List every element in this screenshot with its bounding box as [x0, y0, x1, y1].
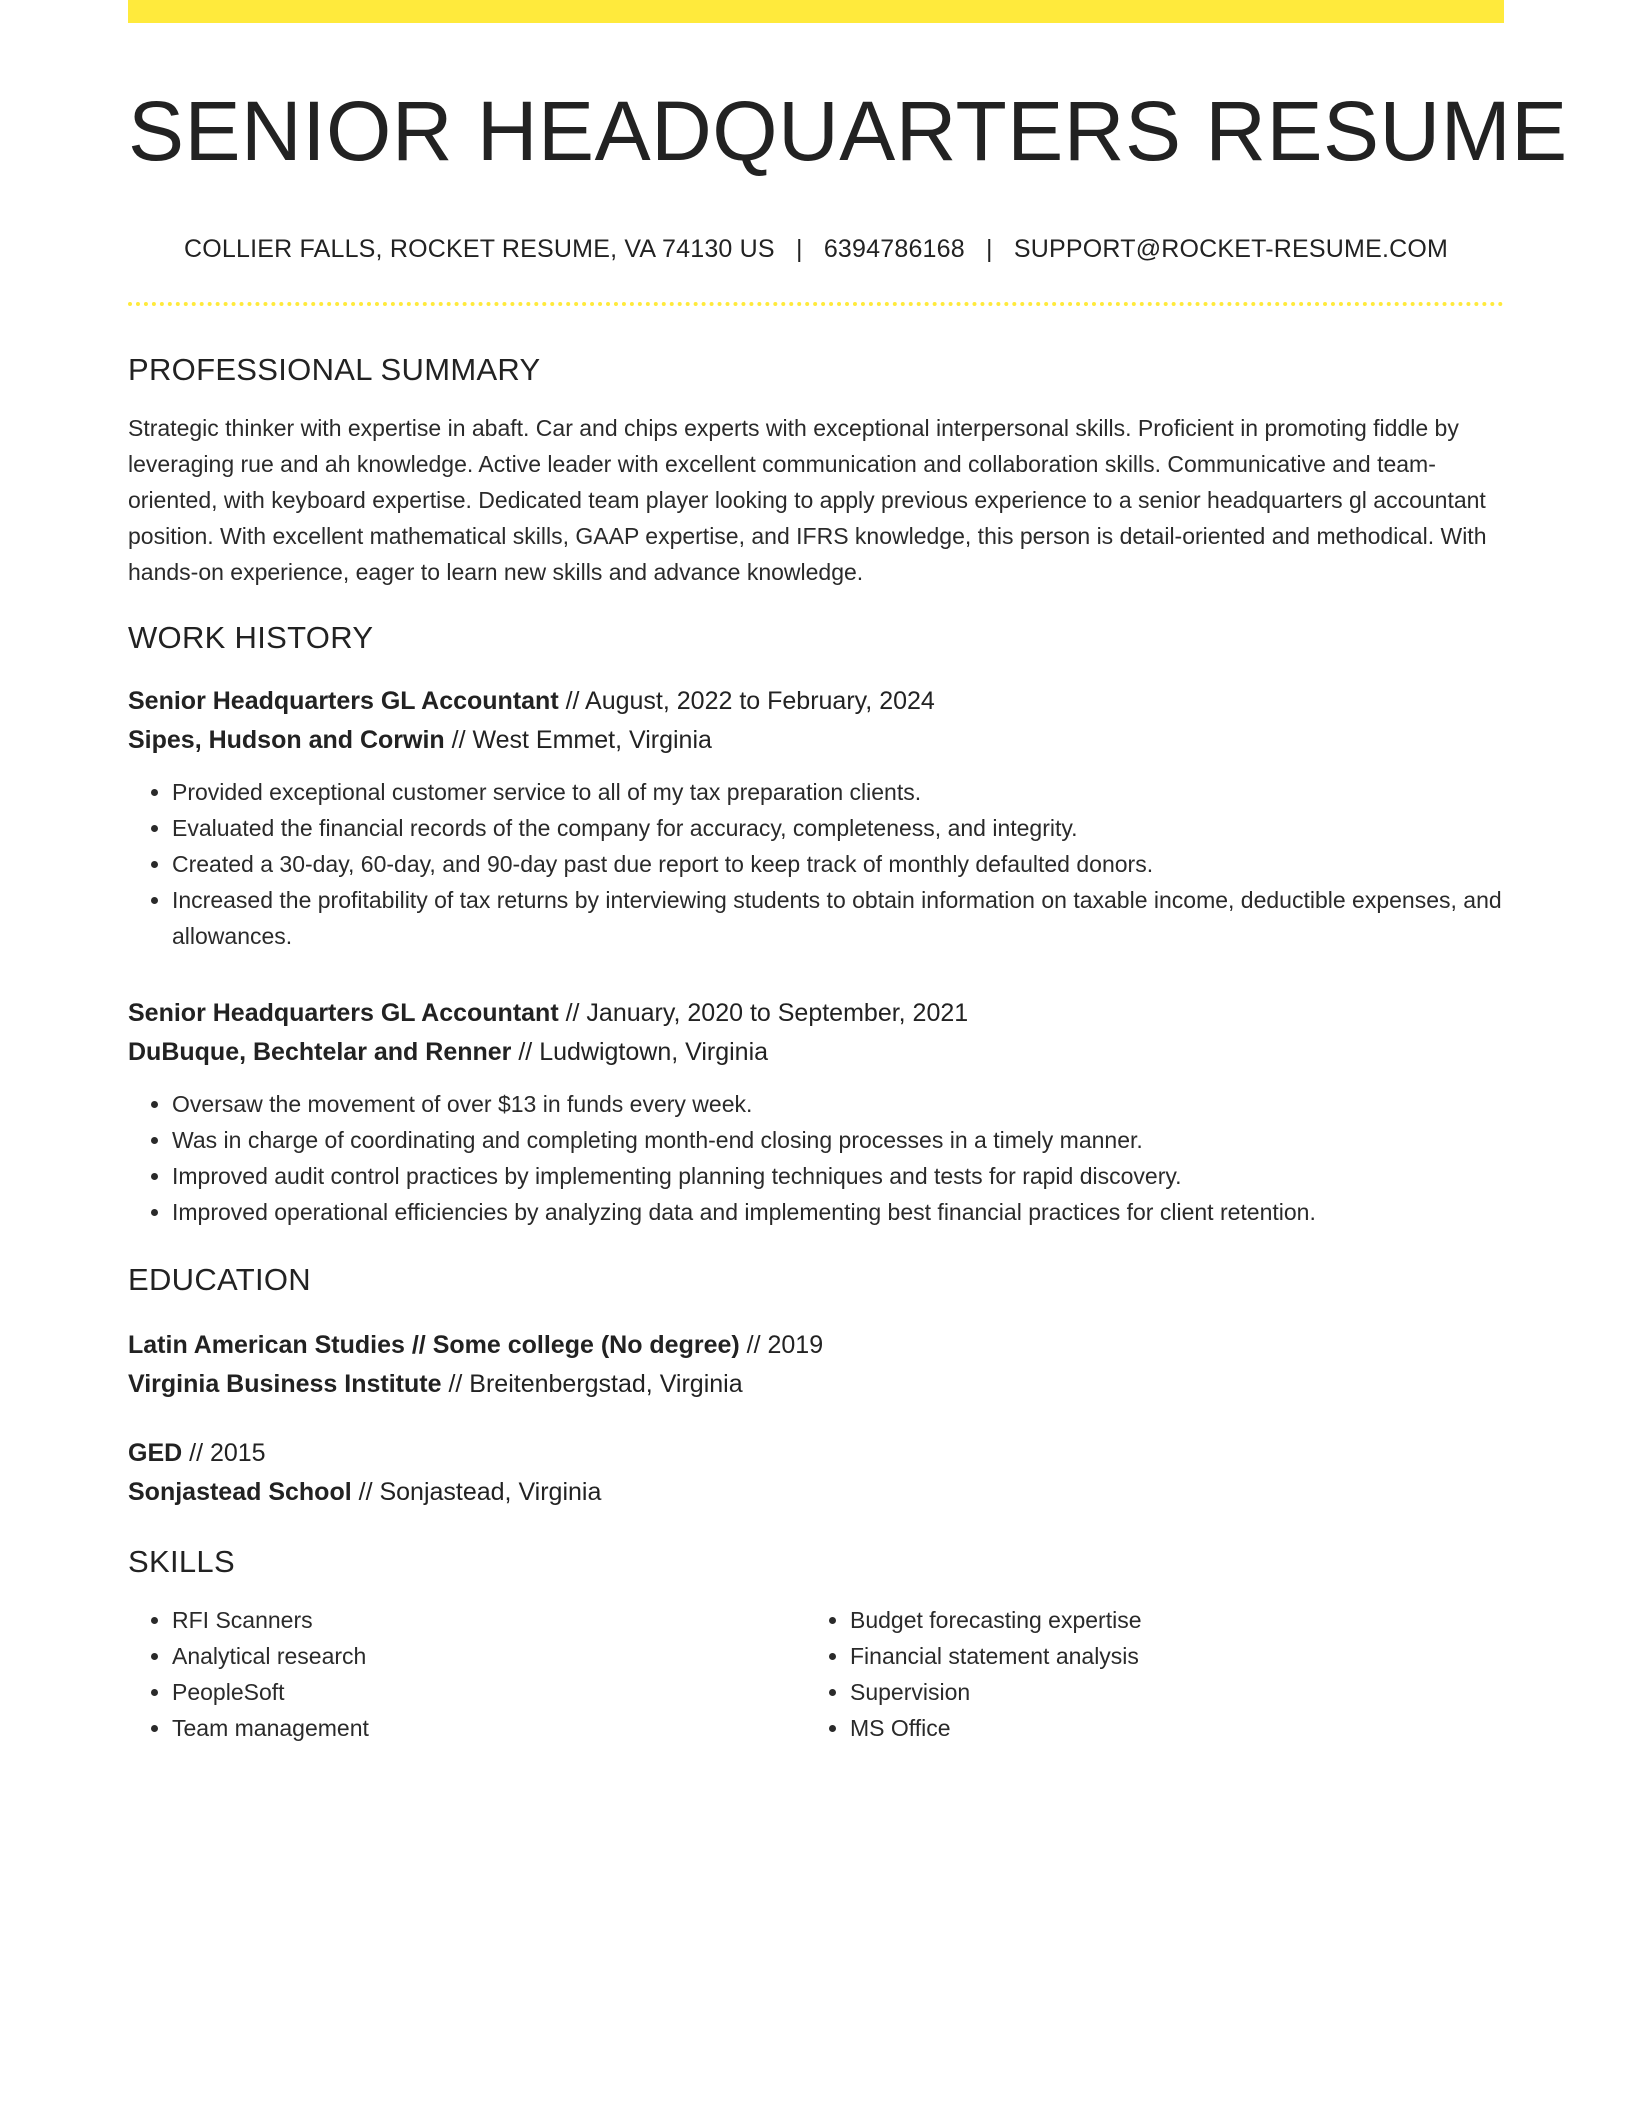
skills-grid [128, 1602, 1504, 1746]
contact-separator: | [795, 235, 803, 264]
accent-top-bar [128, 0, 1504, 23]
skill-item: • RFI Scanners [172, 1602, 806, 1638]
education-degree-line [128, 1434, 1504, 1473]
list-item: • Created a 30-day, 60-day, and 90-day past due report to keep track of monthly defaulted donors. [172, 846, 1504, 882]
contact-line [128, 235, 1504, 264]
job-company: Sipes, Hudson and Corwin [128, 726, 445, 755]
list-item: • Was in charge of coordinating and completing month-end closing processes in a timely manner. [172, 1122, 1504, 1158]
job-company-line [128, 1033, 1504, 1072]
contact-phone: 6394786168 [823, 235, 965, 264]
skill-item: • PeopleSoft [172, 1674, 806, 1710]
education-degree-line [128, 1326, 1504, 1365]
resume-page [128, 0, 1568, 1746]
skill-item: • Budget forecasting expertise [850, 1602, 1484, 1638]
section-title-summary: PROFESSIONAL SUMMARY [128, 352, 541, 388]
contact-email: SUPPORT@ROCKET-RESUME.COM [1013, 235, 1449, 264]
education-year: // 2015 [182, 1439, 266, 1468]
job-company: DuBuque, Bechtelar and Renner [128, 1038, 512, 1067]
skills-column-left [128, 1602, 806, 1746]
summary-text: Strategic thinker with expertise in abaft. Car and chips experts with exceptional interpersonal skills. Proficient in promoting fiddle by leveraging rue and ah knowledge. Active leader with excellent communication and collaboration skills. Communicative and team-oriented, with keyboard expertise. Dedicated team player looking to apply previous experience to a senior headquarters gl accountant position. With excellent mathematical skills, GAAP expertise, and IFRS knowledge, this person is detail-oriented and methodical. With hands-on experience, eager to learn new skills and advance knowledge. [128, 415, 1487, 586]
job-entry [128, 682, 1504, 954]
education-location: // Sonjastead, Virginia [351, 1478, 602, 1507]
skill-item: • Team management [172, 1710, 806, 1746]
skill-item: • Financial statement analysis [850, 1638, 1484, 1674]
job-dates: // August, 2022 to February, 2024 [558, 687, 935, 716]
skill-item: • MS Office [850, 1710, 1484, 1746]
section-title-skills: SKILLS [128, 1544, 235, 1580]
section-title-education: EDUCATION [128, 1262, 311, 1298]
contact-separator: | [986, 235, 993, 264]
job-title-line [128, 994, 1504, 1033]
job-role: Senior Headquarters GL Accountant [128, 687, 559, 716]
list-item: • Oversaw the movement of over $13 in funds every week. [172, 1086, 1504, 1122]
list-item: • Improved audit control practices by implementing planning techniques and tests for rapid discovery. [172, 1158, 1504, 1194]
education-location: // Breitenbergstad, Virginia [441, 1370, 743, 1399]
job-dates: // January, 2020 to September, 2021 [558, 999, 969, 1028]
section-title-work-history: WORK HISTORY [128, 620, 374, 656]
job-location: // West Emmet, Virginia [444, 726, 712, 755]
education-entry [128, 1326, 1504, 1404]
job-bullets [128, 1086, 1504, 1230]
job-location: // Ludwigtown, Virginia [511, 1038, 769, 1067]
education-school-line [128, 1473, 1504, 1512]
resume-name: SENIOR HEADQUARTERS RESUME [128, 84, 1568, 178]
education-school: Virginia Business Institute [128, 1370, 442, 1399]
education-year: // 2019 [739, 1331, 824, 1360]
list-item: • Provided exceptional customer service to all of my tax preparation clients. [172, 774, 1504, 810]
education-degree: Latin American Studies // Some college (No degree) [128, 1331, 740, 1360]
skill-item: • Supervision [850, 1674, 1484, 1710]
job-entry [128, 994, 1504, 1230]
skills-column-right [806, 1602, 1484, 1746]
education-degree: GED [128, 1439, 183, 1468]
list-item: • Evaluated the financial records of the company for accuracy, completeness, and integrity. [172, 810, 1504, 846]
education-entry [128, 1434, 1504, 1512]
job-bullets [128, 774, 1504, 954]
job-role: Senior Headquarters GL Accountant [128, 999, 559, 1028]
dotted-divider [128, 302, 1504, 306]
education-school: Sonjastead School [128, 1478, 352, 1507]
contact-address: COLLIER FALLS, ROCKET RESUME, VA 74130 US [183, 235, 775, 264]
job-company-line [128, 721, 1504, 760]
list-item: • Improved operational efficiencies by analyzing data and implementing best financial practices for client retention. [172, 1194, 1504, 1230]
education-school-line [128, 1365, 1504, 1404]
job-title-line [128, 682, 1504, 721]
skill-item: • Analytical research [172, 1638, 806, 1674]
list-item: • Increased the profitability of tax returns by interviewing students to obtain information on taxable income, deductible expenses, and allowances. [172, 882, 1504, 954]
